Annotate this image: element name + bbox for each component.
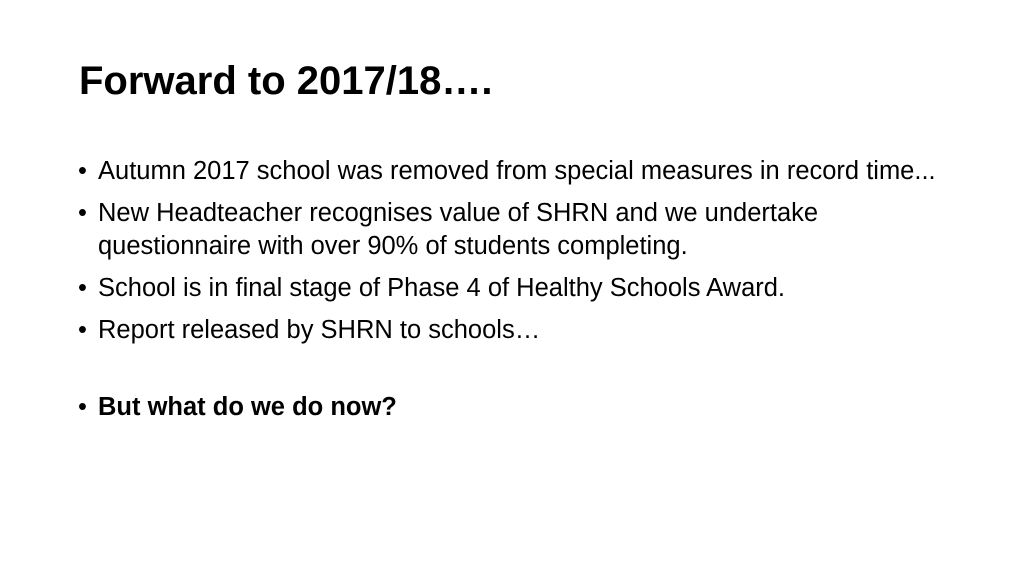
bullet-item xyxy=(78,314,968,347)
bullet-text: But what do we do now? xyxy=(98,393,397,421)
bullet-text: New Headteacher recognises value of SHRN and we undertake questionnaire with over 90% of students completing. xyxy=(98,199,819,260)
bullet-dot: • xyxy=(78,199,87,227)
bullet-item xyxy=(78,155,968,188)
bullet-text: Autumn 2017 school was removed from special measures in record time... xyxy=(98,157,936,185)
bullet-item xyxy=(78,272,968,305)
bullet-text: Report released by SHRN to schools… xyxy=(98,316,541,344)
bullet-dot: • xyxy=(78,274,87,302)
bullet-dot: • xyxy=(78,393,87,421)
bullet-dot: • xyxy=(78,316,87,344)
bullet-item xyxy=(78,197,968,263)
slide-title: Forward to 2017/18…. xyxy=(79,59,493,103)
bullet-dot: • xyxy=(78,157,87,185)
bullet-item-question xyxy=(78,391,968,424)
bullet-text: School is in final stage of Phase 4 of Healthy Schools Award. xyxy=(98,274,786,302)
bullet-list xyxy=(78,155,968,433)
